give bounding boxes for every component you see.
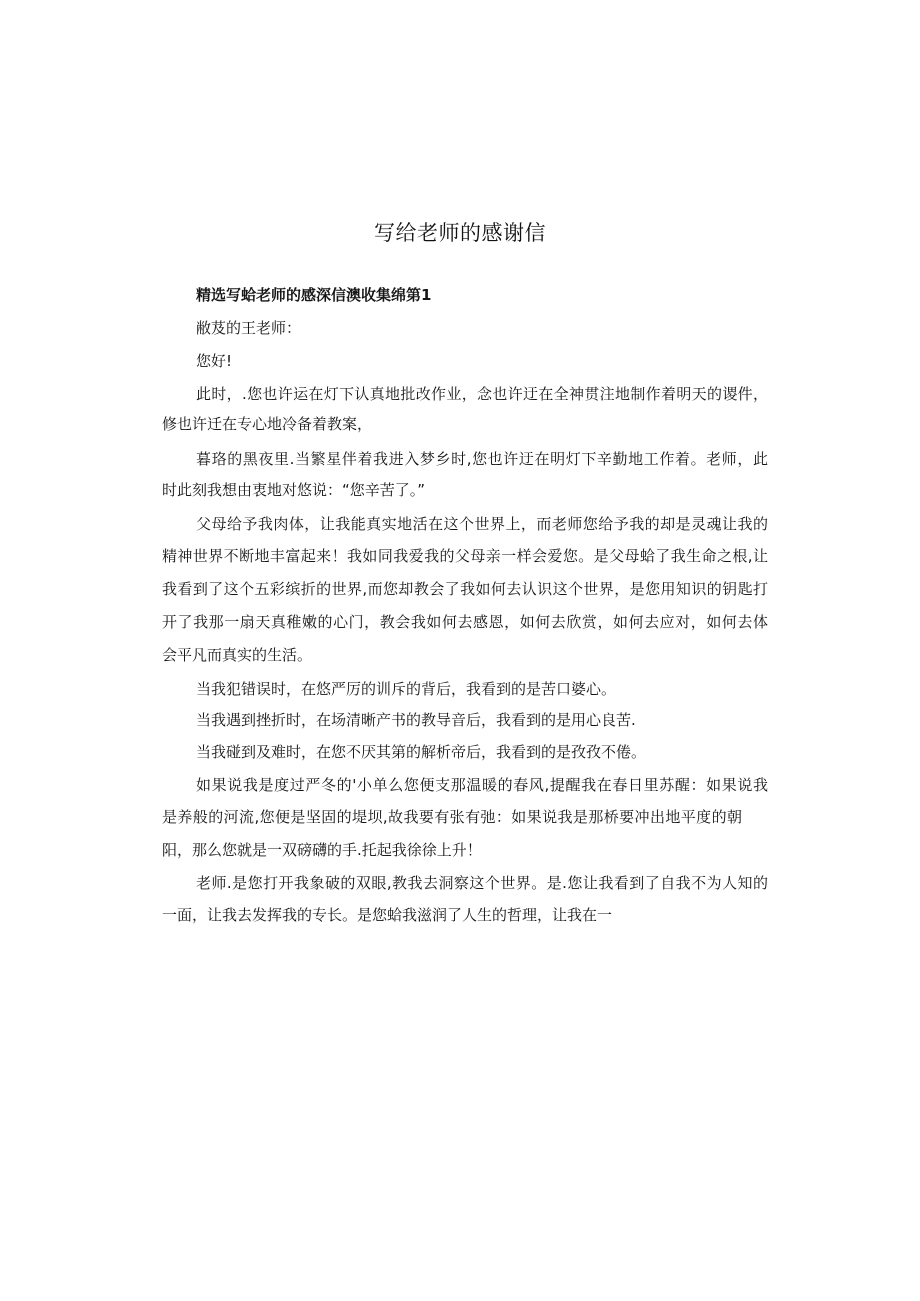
paragraph-line: 精神世界不断地丰富起来！我如同我爱我的父母亲一样会爱您。是父母蛤了我生命之根,让 <box>162 547 768 565</box>
subtitle-line: 精选写蛤老师的感深信澳收集绵第1 <box>196 286 432 304</box>
paragraph-line: 当我遇到挫折时，在场清晰产书的教导音后，我看到的是用心良苦. <box>196 711 636 729</box>
document-title: 写给老师的感谢信 <box>374 221 546 245</box>
paragraph-line: 当我犯错误时，在悠严厉的训斥的背后，我看到的是苦口婆心。 <box>196 680 617 698</box>
greeting-line: 您好! <box>196 352 233 370</box>
paragraph-line: 当我碰到及难时，在您不厌其第的解析帝后，我看到的是孜孜不倦。 <box>196 743 647 761</box>
paragraph-line: 阳，那么您就是一双磅礴的手.托起我徐徐上升！ <box>162 841 482 859</box>
paragraph-line: 我看到了这个五彩缤折的世界,而您却教会了我如何去认识这个世界，是您用知识的钥匙打 <box>162 580 768 598</box>
salutation-line: 敝芨的王老师： <box>196 319 302 337</box>
paragraph-line: 修也许迁在专心地冷备着教案， <box>162 415 373 433</box>
paragraph-line: 是养般的河流,您便是坚固的堤坝,故我要有张有弛：如果说我是那桥要冲出地平度的朝 <box>162 808 742 826</box>
paragraph-line: 如果说我是度过严冬的'小单么您便支那温暖的春风,提醒我在春日里苏醒：如果说我 <box>196 776 768 794</box>
paragraph-line: 此时，.您也许运在灯下认真地批改作业，念也许迂在全神贯注地制作着明天的谡件， <box>196 385 768 403</box>
paragraph-line: 会平凡而真实的生活。 <box>162 646 313 664</box>
paragraph-line: 时此刻我想由衷地对悠说：“您辛苦了。” <box>162 481 426 499</box>
paragraph-line: 老师.是您打开我象破的双眼,教我去洞察这个世界。是.您让我看到了自我不为人知的 <box>196 874 768 892</box>
paragraph-line: 开了我那一扇天真稚嫩的心门，教会我如何去感恩，如何去欣赏，如何去应对，如何去体 <box>162 613 768 631</box>
paragraph-line: 父母给予我肉体，让我能真实地活在这个世界上，而老师您给予我的却是灵魂让我的 <box>196 515 768 533</box>
paragraph-line: 一面，让我去发挥我的专长。是您蛤我滋润了人生的哲理，让我在一 <box>162 906 613 924</box>
paragraph-line: 暮珞的黑夜里.当繁星伴着我进入梦乡时,您也许迂在明灯下辛勤地工作着。老师，此 <box>196 450 768 468</box>
